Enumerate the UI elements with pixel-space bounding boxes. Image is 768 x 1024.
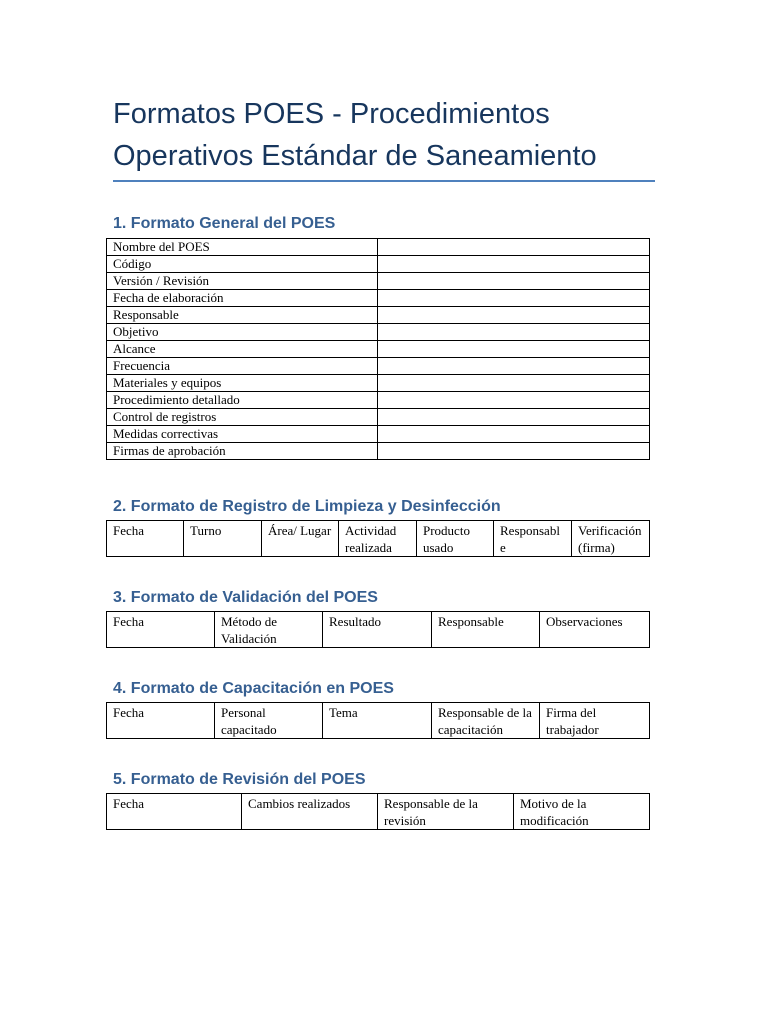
row-value-cell[interactable] [378,426,650,443]
column-header: Personal capacitado [215,703,323,739]
revision-table [106,793,650,830]
table-row [107,358,650,375]
column-header: Resultado [323,612,432,648]
column-header: Área/ Lugar [262,521,339,557]
column-header: Fecha [107,703,215,739]
row-value-cell[interactable] [378,358,650,375]
row-label: Versión / Revisión [107,273,378,290]
row-value-cell[interactable] [378,256,650,273]
column-header: Observaciones [540,612,650,648]
column-header: Turno [184,521,262,557]
general-format-table [106,238,650,460]
table-row [107,324,650,341]
row-value-cell[interactable] [378,290,650,307]
table-header-row [107,794,650,830]
column-header: Motivo de la modificación [514,794,650,830]
row-label: Frecuencia [107,358,378,375]
training-table [106,702,650,739]
table-row [107,239,650,256]
section-2-heading: 2. Formato de Registro de Limpieza y Desinfección [113,498,501,515]
column-header: Método de Validación [215,612,323,648]
cleaning-log-table [106,520,650,557]
column-header: Responsable [494,521,572,557]
row-label: Control de registros [107,409,378,426]
row-label: Objetivo [107,324,378,341]
row-value-cell[interactable] [378,392,650,409]
section-5-heading: 5. Formato de Revisión del POES [113,771,366,788]
table-row [107,409,650,426]
row-value-cell[interactable] [378,409,650,426]
row-label: Alcance [107,341,378,358]
column-header: Responsable de la capacitación [432,703,540,739]
validation-table [106,611,650,648]
table-row [107,392,650,409]
row-label: Materiales y equipos [107,375,378,392]
column-header: Fecha [107,612,215,648]
column-header: Cambios realizados [242,794,378,830]
row-label: Responsable [107,307,378,324]
table-row [107,426,650,443]
row-label: Código [107,256,378,273]
table-row [107,443,650,460]
table-row [107,290,650,307]
row-value-cell[interactable] [378,341,650,358]
row-label: Medidas correctivas [107,426,378,443]
section-3-heading: 3. Formato de Validación del POES [113,589,378,606]
column-header: Fecha [107,521,184,557]
column-header: Tema [323,703,432,739]
table-row [107,273,650,290]
row-value-cell[interactable] [378,273,650,290]
table-row [107,341,650,358]
row-label: Firmas de aprobación [107,443,378,460]
column-header: Actividad realizada [339,521,417,557]
section-4-heading: 4. Formato de Capacitación en POES [113,680,394,697]
row-value-cell[interactable] [378,443,650,460]
table-header-row [107,703,650,739]
table-row [107,307,650,324]
section-1-heading: 1. Formato General del POES [113,215,336,232]
row-label: Procedimiento detallado [107,392,378,409]
column-header: Producto usado [417,521,494,557]
column-header: Firma del trabajador [540,703,650,739]
row-value-cell[interactable] [378,239,650,256]
row-value-cell[interactable] [378,375,650,392]
column-header: Verificación (firma) [572,521,650,557]
column-header: Responsable [432,612,540,648]
table-row [107,256,650,273]
row-label: Fecha de elaboración [107,290,378,307]
row-value-cell[interactable] [378,307,650,324]
row-value-cell[interactable] [378,324,650,341]
table-row [107,375,650,392]
document-title: Formatos POES - Procedimientos Operativos Estándar de Saneamiento [113,98,597,172]
table-header-row [107,612,650,648]
row-label: Nombre del POES [107,239,378,256]
column-header: Responsable de la revisión [378,794,514,830]
column-header: Fecha [107,794,242,830]
table-header-row [107,521,650,557]
title-underline [113,180,655,182]
